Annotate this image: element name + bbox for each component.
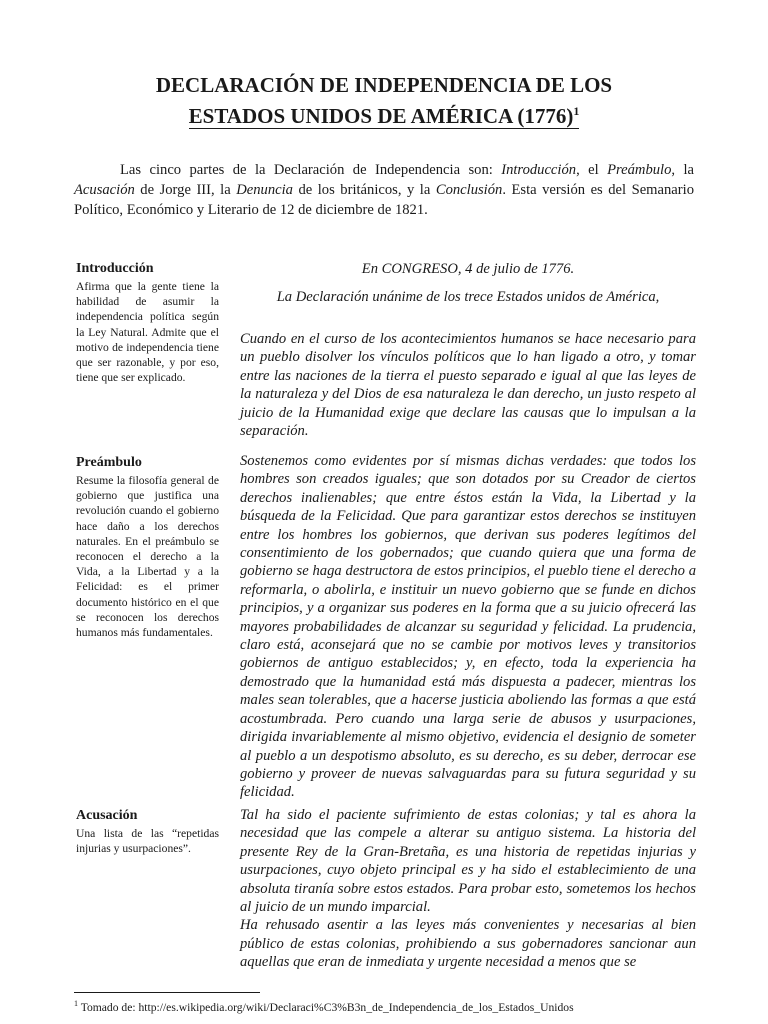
sidebar-heading-preambulo: Preámbulo — [76, 455, 142, 470]
footnote-marker: 1 — [74, 999, 78, 1008]
paragraph-3: Tal ha sido el paciente sufrimiento de estas colonias; y tal es ahora la necesidad que las compele a alterar su antiguo sistema. La historia del presente Rey de la Gran-Bretaña, es una historia de repetidas injurias y usurpaciones, cuyo objeto principal es y ha sido el establecimiento de una absoluta tiranía sobre estos estados. Para probar esto, sometemos los hechos al juicio de un mundo imparcial. — [240, 807, 696, 916]
paragraph-1: Cuando en el curso de los acontecimientos humanos se hace necesario para un pueblo disolver los vínculos políticos que lo han ligado a otro, y tomar entre las naciones de la tierra el puesto separado e igual al que las leyes de la naturaleza y del Dios de esa naturaleza le dan derecho, un justo respeto al juicio de la Humanidad exige que declare las causas que lo impulsan a la separación. — [240, 331, 696, 440]
sidebar-heading-introduccion: Introducción — [76, 261, 154, 276]
footnote — [74, 997, 574, 1015]
title-footnote-marker: 1 — [573, 104, 580, 118]
paragraph-2: Sostenemos como evidentes por sí mismas dichas verdades: que todos los hombres son creados iguales; que son dotados por su Creador de ciertos derechos inalienables; que entre éstos están la Vida, la Libertad y la búsqueda de la Felicidad. Que para garantizar estos derechos se instituyen entre los hombres los gobiernos, que derivan sus poderes legítimos del consentimiento de los gobernados; que cuando quiera que una forma de gobierno se haga destructora de estos principios, el pueblo tiene el derecho a reformarla, o abolirla, e instituir un nuevo gobierno que se funde en dichos principios, y a organizar sus poderes en la forma que a su juicio ofrecerá las mayores probabilidades de alcanzar su seguridad y felicidad. La prudencia, claro está, aconsejará que no se cambie por motivos leves y transitorios gobiernos de antiguo establecidos; y, en efecto, toda la experiencia ha demostrado que la humanidad está más dispuesta a padecer, mientras los males sean tolerables, que a hacerse justicia aboliendo las formas a que está acostumbrada. Pero cuando una larga serie de abusos y usurpaciones, dirigida invariablemente al mismo objetivo, evidencia el designio de someter al pueblo a un despotismo absoluto, es su derecho, es su deber, derrocar ese gobierno y proveer de nuevas salvaguardas para su futura seguridad y su felicidad. — [240, 453, 696, 801]
paragraph-4: Ha rehusado asentir a las leyes más convenientes y necesarias al bien público de estas colonias, prohibiendo a sus gobernadores sancionar aun aquellas que eran de inmediata y urgente necesidad a menos que se — [240, 917, 696, 971]
main-body-2 — [240, 452, 696, 802]
main-body-3 — [240, 806, 696, 972]
sidebar-introduccion — [76, 260, 219, 385]
sidebar-text-preambulo: Resume la filosofía general de gobierno que justifica una revolución cuando el gobierno hace daño a los derechos naturales. En el preámbulo se reconocen el derecho a la Vida, a la Libertad y a la Felicidad: es el primer documento histórico en el que se reconocen los derechos humanos más fundamentales. — [76, 474, 219, 640]
intro-paragraph: Las cinco partes de la Declaración de Independencia son: Introducción, el Preámbulo, la Acusación de Jorge III, la Denuncia de los británicos, y la Conclusión. Esta versión es del Semanario Político, Económico y Literario de 12 de diciembre de 1821. — [74, 162, 694, 218]
declaration-subtitle: La Declaración unánime de los trece Estados unidos de América, — [276, 289, 660, 306]
sidebar-text-acusacion: Una lista de las “repetidas injurias y usurpaciones”. — [76, 827, 219, 856]
footnote-rule — [74, 992, 260, 993]
sidebar-preambulo — [76, 454, 219, 640]
sidebar-text-introduccion: Afirma que la gente tiene la habilidad de asumir la independencia política según la Ley Natural. Admite que el motivo de independencia tiene que ser razonable, y por eso, tiene que ser explicado. — [76, 280, 219, 385]
title-line-1: DECLARACIÓN DE INDEPENDENCIA DE LOS — [155, 73, 613, 97]
footnote-text: Tomado de: http://es.wikipedia.org/wiki/Declaraci%C3%B3n_de_Independencia_de_los_Estados_Unidos — [78, 1000, 574, 1014]
main-header — [240, 260, 696, 307]
title-line-2: ESTADOS UNIDOS DE AMÉRICA $(1776)^1$ — [189, 99, 580, 129]
document-title — [0, 72, 768, 130]
dateline: En CONGRESO, 4 de julio de 1776. — [361, 261, 575, 277]
sidebar-acusacion — [76, 807, 219, 856]
sidebar-heading-acusacion: Acusación — [76, 808, 138, 823]
main-body-1 — [240, 330, 696, 440]
